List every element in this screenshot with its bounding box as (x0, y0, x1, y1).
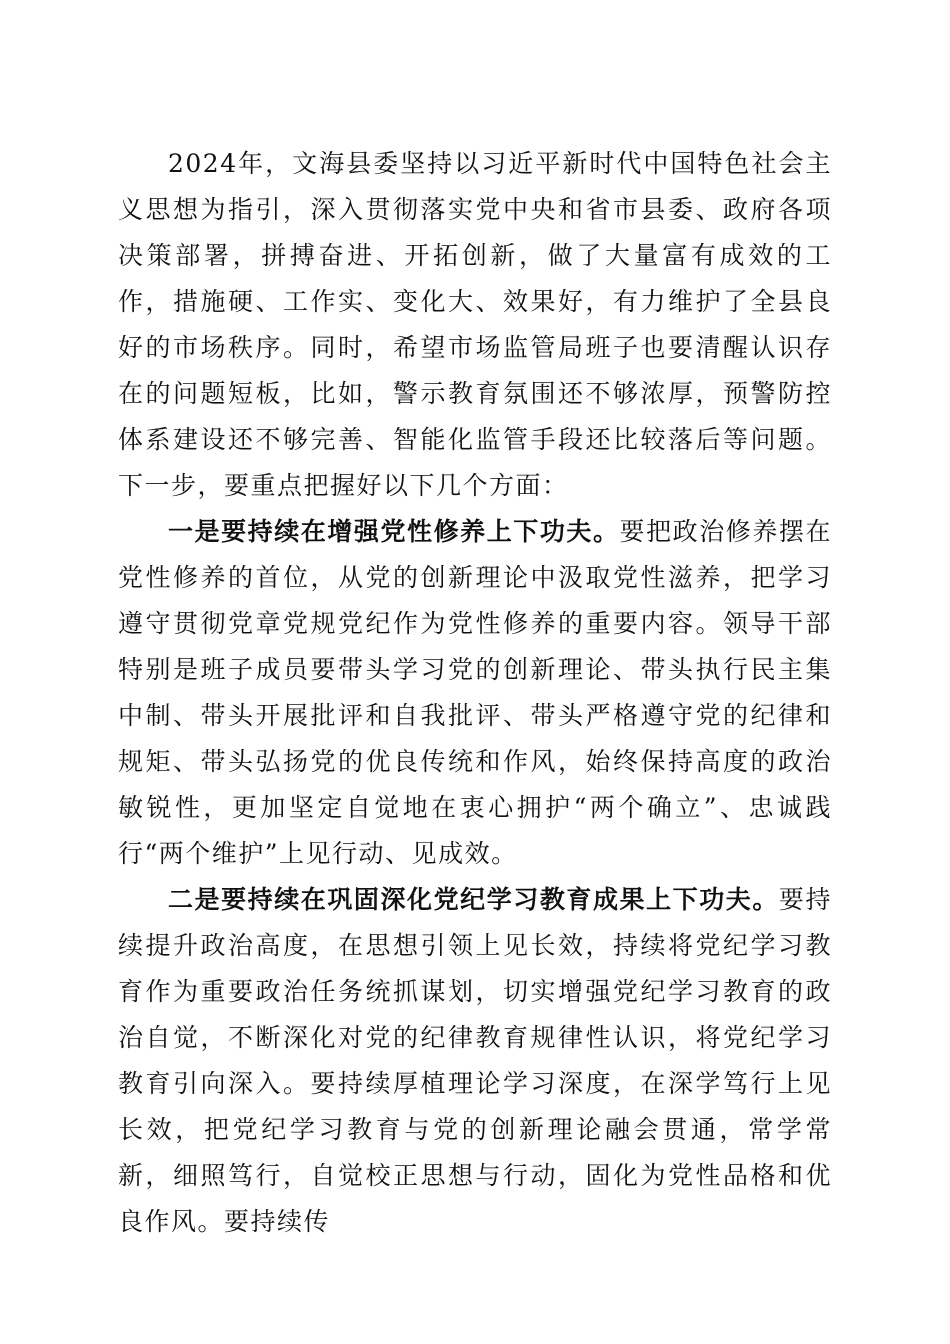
paragraph-point-two (118, 877, 832, 1245)
paragraph-intro-text: 2024年，文海县委坚持以习近平新时代中国特色社会主义思想为指引，深入贯彻落实党中央和省市县委、政府各项决策部署，拼搏奋进、开拓创新，做了大量富有成效的工作，措施硬、工作实、变化大、效果好，有力维护了全县良好的市场秩序。同时，希望市场监管局班子也要清醒认识存在的问题短板，比如，警示教育氛围还不够浓厚，预警防控体系建设还不够完善、智能化监管手段还比较落后等问题。下一步，要重点把握好以下几个方面： (118, 149, 832, 500)
point-one-text: 要把政治修养摆在党性修养的首位，从党的创新理论中汲取党性滋养，把学习遵守贯彻党章党规党纪作为党性修养的重要内容。领导干部特别是班子成员要带头学习党的创新理论、带头执行民主集中制、带头开展批评和自我批评、带头严格遵守党的纪律和规矩、带头弘扬党的优良传统和作风，始终保持高度的政治敏锐性，更加坚定自觉地在衷心拥护“两个确立”、忠诚践行“两个维护”上见行动、见成效。 (118, 517, 832, 868)
document-body (118, 141, 832, 1245)
point-one-heading: 一是要持续在增强党性修养上下功夫。 (168, 517, 620, 546)
point-two-heading: 二是要持续在巩固深化党纪学习教育成果上下功夫。 (168, 885, 779, 914)
point-two-text: 要持续提升政治高度，在思想引领上见长效，持续将党纪学习教育作为重要政治任务统抓谋划，切实增强党纪学习教育的政治自觉，不断深化对党的纪律教育规律性认识，将党纪学习教育引向深入。要持续厚植理论学习深度，在深学笃行上见长效，把党纪学习教育与党的创新理论融会贯通，常学常新，细照笃行，自觉校正思想与行动，固化为党性品格和优良作风。要持续传 (118, 885, 832, 1236)
paragraph-intro (118, 141, 832, 509)
paragraph-point-one (118, 509, 832, 877)
